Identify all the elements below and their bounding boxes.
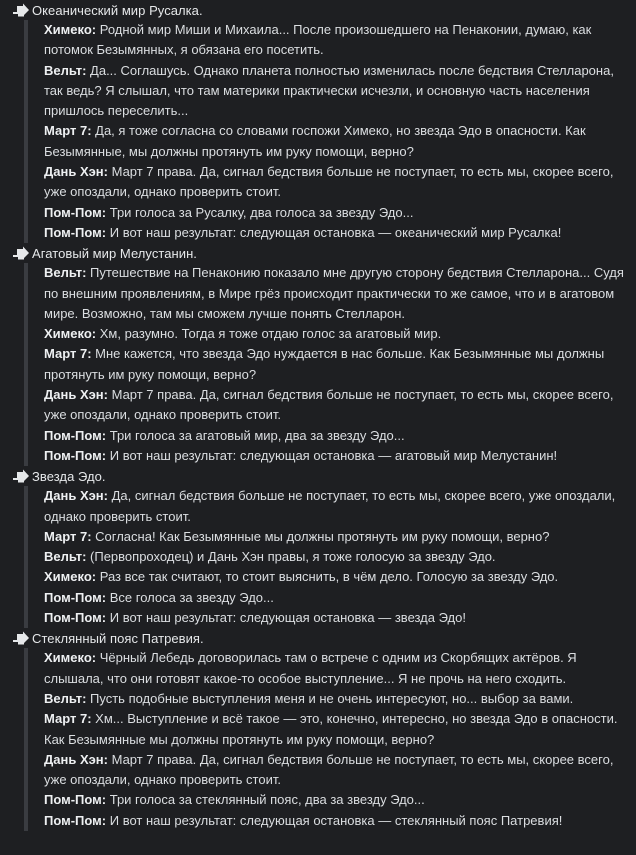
dialogue-line: [44, 689, 636, 709]
speaker-name: Пом-Пом:: [44, 447, 107, 463]
speaker-name: Март 7:: [44, 528, 92, 544]
option-header[interactable]: [0, 628, 636, 648]
arrow-right-icon: [12, 469, 30, 483]
dialogue-option: [0, 628, 636, 831]
speaker-name: Химеко:: [44, 569, 97, 585]
dialogue-line: [44, 162, 636, 203]
speaker-name: Химеко:: [44, 22, 97, 37]
line-text: Родной мир Миши и Михаила... После произошедшего на Пенаконии, думаю, как потомок Безымянных, я обязана его посетить.: [44, 22, 592, 58]
line-text: Чёрный Лебедь договорилась там о встрече с одним из Скорбящих актёров. Я слышала, что они готовят какое-то особое выступление... Я не прочь на него сходить.: [44, 650, 577, 686]
dialogue-line: [44, 648, 636, 689]
speaker-name: Вельт:: [44, 690, 87, 706]
dialogue-line: [44, 567, 636, 587]
speaker-name: Дань Хэн:: [44, 164, 108, 180]
speaker-name: Пом-Пом:: [44, 812, 107, 828]
line-text: И вот наш результат: следующая остановка — стеклянный пояс Патревия!: [106, 812, 563, 828]
dialogue-line: [44, 426, 636, 446]
dialogue-line: [44, 750, 636, 791]
line-text: Март 7 права. Да, сигнал бедствия больше не поступает, то есть мы, скорее всего, уже опоздали, однако проверить стоит.: [44, 164, 614, 200]
dialogue-line: [44, 223, 636, 243]
line-text: Три голоса за Русалку, два голоса за звезду Эдо...: [106, 204, 414, 220]
dialogue-line: [44, 790, 636, 810]
line-text: Согласна! Как Безымянные мы должны протянуть им руку помощи, верно?: [91, 528, 550, 544]
line-text: Все голоса за звезду Эдо...: [106, 589, 274, 605]
speaker-name: Пом-Пом:: [44, 610, 107, 626]
line-text: Раз все так считают, то стоит выяснить, в чём дело. Голосую за звезду Эдо.: [96, 569, 559, 585]
option-title: Агатовый мир Мелустанин.: [32, 245, 197, 261]
arrow-right-icon: [12, 631, 30, 645]
speaker-name: Вельт:: [44, 549, 87, 565]
dialogue-line: [44, 121, 636, 162]
dialogue-option: [0, 243, 636, 466]
option-header[interactable]: [0, 466, 636, 486]
option-title: Стеклянный пояс Патревия.: [32, 630, 204, 646]
speaker-name: Пом-Пом:: [44, 589, 107, 605]
dialogue-line: [44, 811, 636, 831]
dialogue-line: [44, 385, 636, 426]
line-text: Три голоса за стеклянный пояс, два за звезду Эдо...: [106, 792, 425, 808]
speaker-name: Пом-Пом:: [44, 427, 107, 443]
arrow-right-icon: [12, 3, 30, 17]
option-title: Звезда Эдо.: [32, 468, 106, 484]
dialogue-line: [44, 527, 636, 547]
dialogue-line: [44, 709, 636, 750]
line-text: Мне кажется, что звезда Эдо нуждается в нас больше. Как Безымянные мы должны протянуть им руку помощи, верно?: [44, 346, 605, 382]
dialogue-line: [44, 547, 636, 567]
dialogue-lines: [24, 648, 636, 831]
speaker-name: Дань Хэн:: [44, 751, 108, 767]
line-text: Март 7 права. Да, сигнал бедствия больше не поступает, то есть мы, скорее всего, уже опоздали, однако проверить стоит.: [44, 751, 614, 788]
line-text: Три голоса за агатовый мир, два за звезду Эдо...: [106, 427, 405, 443]
dialogue-line: [44, 263, 636, 324]
option-header[interactable]: [0, 0, 636, 20]
speaker-name: Март 7:: [44, 346, 92, 362]
speaker-name: Вельт:: [44, 62, 87, 78]
dialogue-line: [44, 486, 636, 527]
line-text: Да, я тоже согласна со словами госпожи Химеко, но звезда Эдо в опасности. Как Безымянные, мы должны протянуть им руку помощи, верно?: [44, 123, 586, 159]
speaker-name: Март 7:: [44, 123, 92, 139]
line-text: Хм, разумно. Тогда я тоже отдаю голос за агатовый мир.: [96, 326, 442, 342]
speaker-name: Вельт:: [44, 265, 87, 281]
option-header[interactable]: [0, 243, 636, 263]
line-text: И вот наш результат: следующая остановка — звезда Эдо!: [106, 610, 466, 626]
dialogue-line: [44, 344, 636, 385]
speaker-name: Пом-Пом:: [44, 204, 107, 220]
line-text: (Первопроходец) и Дань Хэн правы, я тоже голосую за звезду Эдо.: [86, 549, 496, 565]
speaker-name: Март 7:: [44, 711, 92, 727]
dialogue-line: [44, 203, 636, 223]
option-title: Океанический мир Русалка.: [32, 2, 203, 18]
line-text: Путешествие на Пенаконию показало мне другую сторону бедствия Стелларона... Судя по внешним проявлениям, в Мире грёз происходит практически то же самое, что и в агатовом мире. Возможно, там мы сможем лучше понять Стелларон.: [44, 265, 624, 321]
dialogue-lines: [24, 486, 636, 628]
speaker-name: Пом-Пом:: [44, 224, 107, 240]
dialogue-line: [44, 324, 636, 344]
line-text: И вот наш результат: следующая остановка — агатовый мир Мелустанин!: [106, 447, 558, 463]
dialogue-line: [44, 608, 636, 628]
line-text: Да... Соглашусь. Однако планета полностью изменилась после бедствия Стелларона, так ведь? Я слышал, что там материки практически исчезли, и основную часть населения пришлось переселить...: [44, 62, 614, 119]
dialogue-lines: [24, 263, 636, 466]
dialogue-line: [44, 588, 636, 608]
line-text: Да, сигнал бедствия больше не поступает, то есть мы, скорее всего, уже опоздали, однако проверить стоит.: [44, 488, 616, 524]
dialogue-line: [44, 446, 636, 466]
line-text: Хм... Выступление и всё такое — это, конечно, интересно, но звезда Эдо в опасности. Как Безымянные мы должны протянуть им руку помощи, верно?: [44, 711, 618, 747]
dialogue-line: [44, 20, 636, 61]
line-text: Пусть подобные выступления меня и не очень интересуют, но... выбор за вами.: [86, 690, 574, 706]
speaker-name: Пом-Пом:: [44, 792, 107, 808]
speaker-name: Химеко:: [44, 650, 97, 666]
dialogue-option: [0, 466, 636, 628]
arrow-right-icon: [12, 246, 30, 260]
speaker-name: Дань Хэн:: [44, 488, 108, 504]
line-text: И вот наш результат: следующая остановка — океанический мир Русалка!: [106, 224, 562, 240]
speaker-name: Дань Хэн:: [44, 387, 108, 403]
dialogue-line: [44, 61, 636, 122]
line-text: Март 7 права. Да, сигнал бедствия больше не поступает, то есть мы, скорее всего, уже опоздали, однако проверить стоит.: [44, 387, 614, 423]
dialogue-lines: [24, 20, 636, 243]
speaker-name: Химеко:: [44, 326, 97, 342]
dialogue-option: [0, 0, 636, 243]
